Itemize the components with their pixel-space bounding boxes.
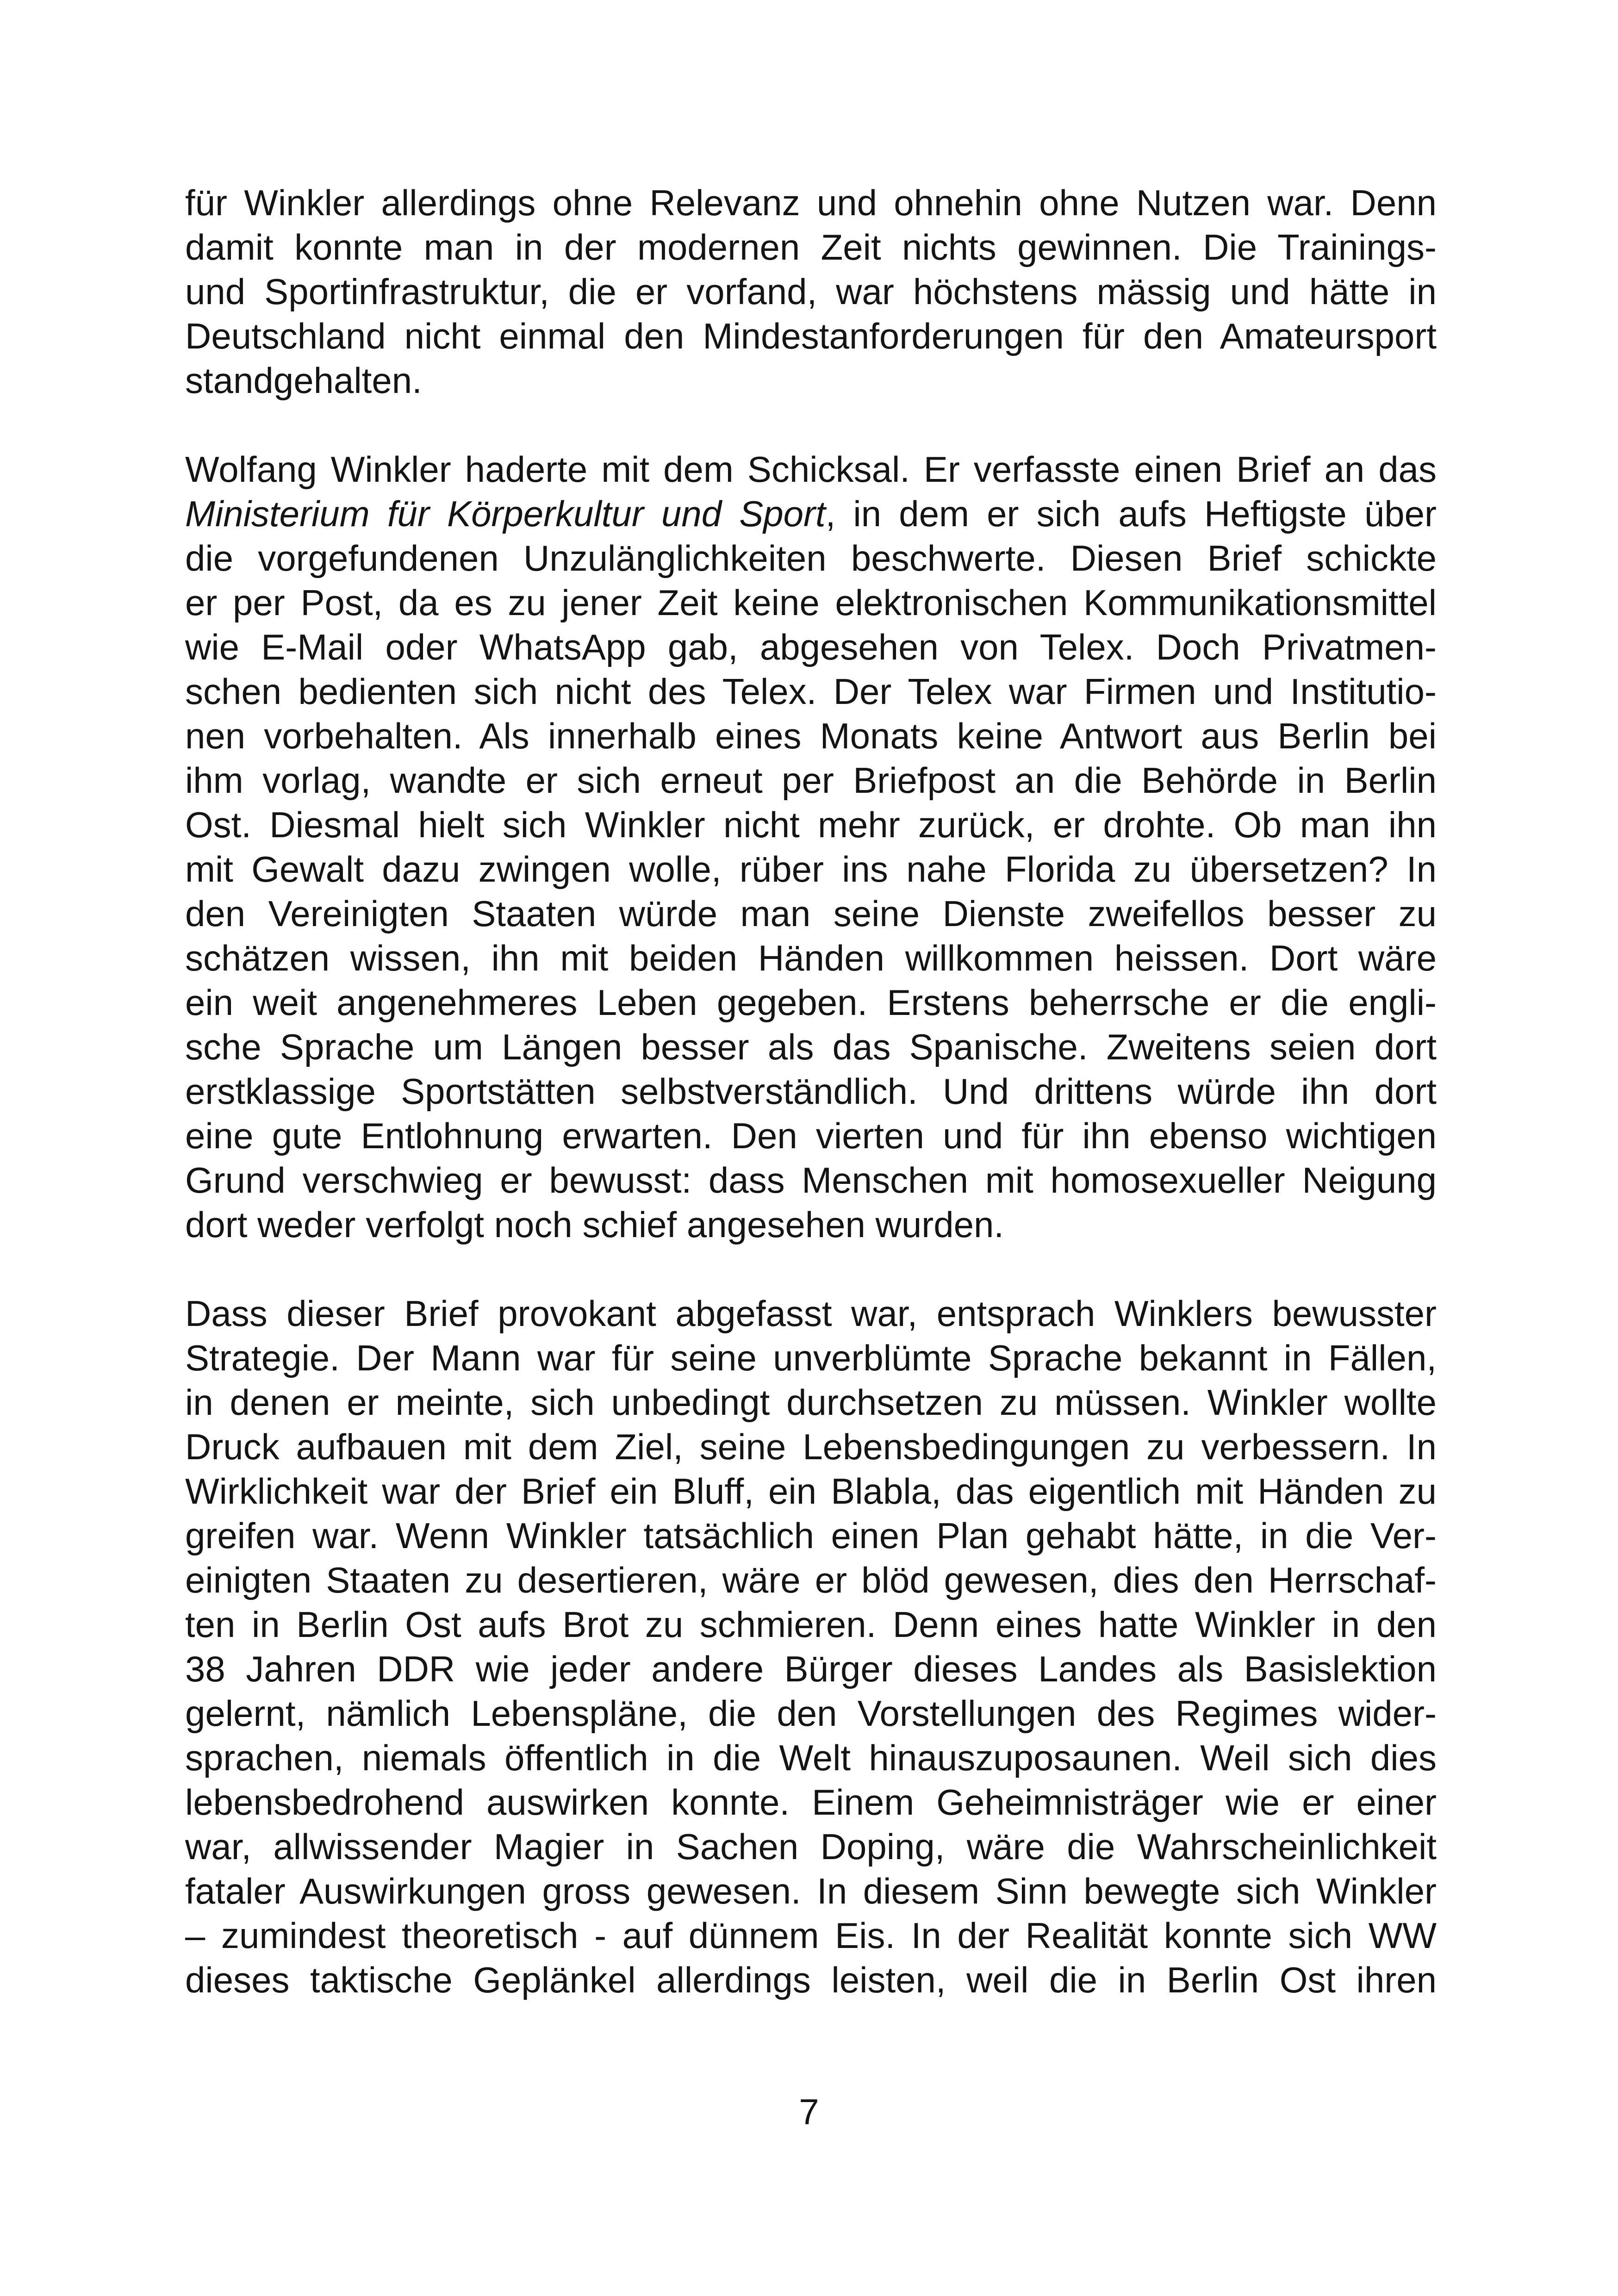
text-line: nen vorbehalten. Als innerhalb eines Monats keine Antwort aus Berlin bei <box>185 716 1437 756</box>
text-line-with-italic <box>185 492 1437 536</box>
text-line: schätzen wissen, ihn mit beiden Händen willkommen heissen. Dort wäre <box>185 938 1437 978</box>
text-line: Wolfang Winkler haderte mit dem Schicksal. Er verfasste einen Brief an das <box>185 449 1437 490</box>
text-line: dort weder verfolgt noch schief angesehen wurden. <box>185 1204 1004 1245</box>
text-line: mit Gewalt dazu zwingen wolle, rüber ins nahe Florida zu übersetzen? In <box>185 849 1437 890</box>
text-line: dieses taktische Geplänkel allerdings leisten, weil die in Berlin Ost ihren <box>185 1960 1437 2000</box>
text-line: lebensbedrohend auswirken konnte. Einem Geheimnisträger wie er einer <box>185 1782 1437 1823</box>
text-line: in denen er meinte, sich unbedingt durchsetzen zu müssen. Winkler wollte <box>185 1382 1437 1423</box>
text-line: erstklassige Sportstätten selbstverständlich. Und drittens würde ihn dort <box>185 1071 1437 1112</box>
text-line: wie E-Mail oder WhatsApp gab, abgesehen von Telex. Doch Privatmen- <box>185 627 1437 667</box>
text-line: ihm vorlag, wandte er sich erneut per Briefpost an die Behörde in Berlin <box>185 760 1437 801</box>
text-line: Ost. Diesmal hielt sich Winkler nicht mehr zurück, er drohte. Ob man ihn <box>185 804 1437 845</box>
text-line: einigten Staaten zu desertieren, wäre er blöd gewesen, dies den Herrschaf- <box>185 1560 1437 1600</box>
text-line: – zumindest theoretisch - auf dünnem Eis. In der Realität konnte sich WW <box>185 1915 1437 1956</box>
text-line: Grund verschwieg er bewusst: dass Menschen mit homosexueller Neigung <box>185 1160 1437 1201</box>
text-line: er per Post, da es zu jener Zeit keine elektronischen Kommunikationsmittel <box>185 582 1437 623</box>
text-line: Strategie. Der Mann war für seine unverblümte Sprache bekannt in Fällen, <box>185 1338 1437 1378</box>
text-line: Deutschland nicht einmal den Mindestanforderungen für den Amateursport <box>185 316 1437 356</box>
text-line: und Sportinfrastruktur, die er vorfand, war höchstens mässig und hätte in <box>185 271 1437 312</box>
text-line: standgehalten. <box>185 360 422 401</box>
text-line: Dass dieser Brief provokant abgefasst war, entsprach Winklers bewusster <box>185 1293 1437 1334</box>
text-line: fataler Auswirkungen gross gewesen. In diesem Sinn bewegte sich Winkler <box>185 1871 1437 1911</box>
text-fragment: , in dem er sich aufs Heftigste über <box>825 493 1437 534</box>
text-line: sche Sprache um Längen besser als das Spanische. Zweitens seien dort <box>185 1027 1437 1067</box>
text-line: 38 Jahren DDR wie jeder andere Bürger dieses Landes als Basislektion <box>185 1649 1437 1689</box>
text-line: eine gute Entlohnung erwarten. Den vierten und für ihn ebenso wichtigen <box>185 1115 1437 1156</box>
text-line: Druck aufbauen mit dem Ziel, seine Lebensbedingungen zu verbessern. In <box>185 1426 1437 1467</box>
text-line: ten in Berlin Ost aufs Brot zu schmieren. Denn eines hatte Winkler in den <box>185 1604 1437 1645</box>
text-line: greifen war. Wenn Winkler tatsächlich einen Plan gehabt hätte, in die Ver- <box>185 1515 1437 1556</box>
text-line: war, allwissender Magier in Sachen Doping, wäre die Wahrscheinlichkeit <box>185 1826 1437 1867</box>
text-line: für Winkler allerdings ohne Relevanz und ohnehin ohne Nutzen war. Denn <box>185 182 1437 223</box>
text-line: ein weit angenehmeres Leben gegeben. Erstens beherrsche er die engli- <box>185 982 1437 1023</box>
ministry-name-italic: Ministerium für Körperkultur und Sport <box>185 493 826 534</box>
text-line: sprachen, niemals öffentlich in die Welt hinauszuposaunen. Weil sich dies <box>185 1737 1437 1778</box>
text-line: damit konnte man in der modernen Zeit nichts gewinnen. Die Trainings- <box>185 227 1437 268</box>
text-line: schen bedienten sich nicht des Telex. Der Telex war Firmen und Institutio- <box>185 671 1437 712</box>
page-number: 7 <box>799 2091 819 2132</box>
text-line: Wirklichkeit war der Brief ein Bluff, ein Blabla, das eigentlich mit Händen zu <box>185 1471 1437 1512</box>
text-line: die vorgefundenen Unzulänglichkeiten beschwerte. Diesen Brief schickte <box>185 538 1437 579</box>
text-line: gelernt, nämlich Lebenspläne, die den Vorstellungen des Regimes wider- <box>185 1693 1437 1734</box>
text-line: den Vereinigten Staaten würde man seine Dienste zweifellos besser zu <box>185 893 1437 934</box>
